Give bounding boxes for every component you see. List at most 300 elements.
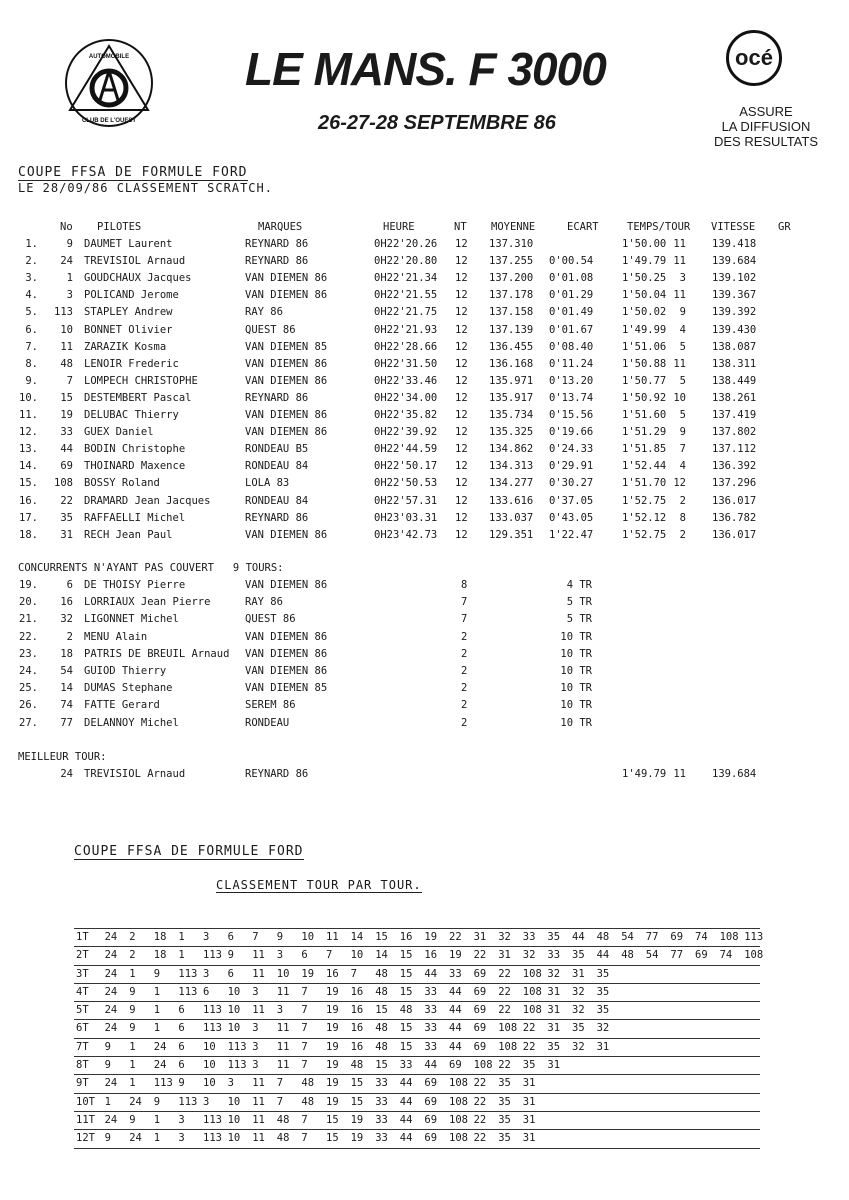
- row-laps-behind: 10 TR: [560, 682, 592, 695]
- lap-car-number: 69: [449, 1059, 462, 1072]
- lap-car-number: 32: [498, 931, 511, 943]
- row-best-lap-number: 3: [679, 272, 686, 285]
- row-best-lap-number: 5: [679, 340, 686, 353]
- lap-car-number: 44: [424, 1059, 438, 1072]
- lap-car-number: 10: [227, 1004, 241, 1017]
- lap-car-number: 48: [375, 1040, 388, 1053]
- lap-car-number: 35: [596, 967, 610, 980]
- lap-car-number: 11: [326, 931, 339, 943]
- lap-car-number: 6: [227, 931, 234, 943]
- row-car-number: 35: [60, 511, 73, 524]
- row-average: 134.277: [489, 477, 534, 490]
- lap-car-number: 22: [473, 1095, 487, 1108]
- row-car-number: 22: [60, 494, 73, 507]
- lap-car-number: 33: [424, 1022, 438, 1035]
- lap-car-number: 44: [399, 1077, 413, 1090]
- lap-car-number: 10: [301, 931, 315, 943]
- lap-car-number: 15: [399, 1022, 413, 1035]
- row-laps: 2: [461, 699, 468, 712]
- row-make: VAN DIEMEN 86: [245, 528, 328, 541]
- row-car-number: 32: [60, 613, 73, 626]
- row-time: 0H22'57.31: [374, 494, 438, 507]
- row-best-lap-number: 7: [679, 443, 686, 456]
- oce-line: LA DIFFUSION: [721, 119, 811, 134]
- lap-car-number: 19: [326, 1022, 339, 1035]
- row-gap: 0'15.56: [549, 409, 594, 421]
- row-gap: 1'22.47: [549, 528, 594, 541]
- row-gap: 0'13.20: [549, 374, 594, 387]
- lap-car-number: 35: [547, 931, 561, 943]
- row-time: 0H22'50.17: [374, 460, 438, 473]
- lap-number: 12T: [76, 1132, 95, 1145]
- lap-car-number: 6: [227, 967, 234, 980]
- best-lap-label: MEILLEUR TOUR:: [18, 751, 107, 763]
- row-driver: DAUMET Laurent: [84, 238, 173, 250]
- row-best-lap: 1'52.44: [622, 460, 667, 473]
- lap-car-number: 24: [104, 949, 118, 962]
- lap-car-number: 3: [276, 1004, 284, 1017]
- lap-car-number: 44: [424, 967, 438, 980]
- lap-car-number: 9: [129, 1022, 136, 1035]
- lap-car-number: 44: [449, 1040, 462, 1053]
- row-time: 0H22'31.50: [374, 357, 438, 370]
- row-average: 129.351: [489, 528, 534, 541]
- column-header: PILOTES: [97, 221, 142, 233]
- row-speed: 139.367: [712, 289, 757, 302]
- row-driver: TREVISIOL Arnaud: [84, 255, 186, 268]
- row-make: LOLA 83: [245, 477, 290, 490]
- row-position: 7.: [25, 340, 38, 353]
- row-laps: 12: [455, 374, 468, 387]
- lap-car-number: 35: [498, 1113, 511, 1126]
- lap-number: 6T: [76, 1022, 89, 1035]
- lap-car-number: 35: [547, 1040, 561, 1053]
- lap-car-number: 44: [399, 1113, 413, 1126]
- lap-car-number: 16: [424, 949, 438, 962]
- lap-car-number: 54: [645, 949, 659, 962]
- lap-car-number: 31: [547, 985, 561, 998]
- row-car-number: 15: [60, 391, 73, 404]
- lap-car-number: 10: [276, 967, 290, 980]
- lap-car-number: 33: [424, 1004, 438, 1017]
- lap-car-number: 33: [375, 1132, 388, 1145]
- lap-car-number: 3: [227, 1077, 234, 1090]
- lap-car-number: 24: [129, 1132, 142, 1145]
- row-driver: LORRIAUX Jean Pierre: [84, 596, 211, 609]
- row-driver: PATRIS DE BREUIL Arnaud: [84, 647, 230, 660]
- lap-car-number: 3: [178, 1132, 185, 1145]
- row-car-number: 6: [66, 579, 73, 591]
- lap-car-number: 6: [178, 1004, 185, 1017]
- row-average: 134.862: [489, 443, 534, 456]
- row-average: 135.917: [489, 391, 534, 404]
- lap-car-number: 9: [153, 1095, 161, 1108]
- row-driver: DE THOISY Pierre: [84, 579, 186, 591]
- lap-car-number: 69: [473, 1022, 487, 1035]
- row-laps: 12: [455, 528, 468, 541]
- lap-car-number: 48: [596, 931, 610, 943]
- row-laps: 12: [455, 357, 468, 370]
- lap-car-number: 24: [104, 1004, 118, 1017]
- row-average: 134.313: [489, 460, 534, 473]
- lap-car-number: 7: [301, 1040, 308, 1053]
- row-laps: 2: [461, 682, 468, 695]
- row-make: RAY 86: [245, 596, 283, 609]
- lap-car-number: 108: [449, 1077, 468, 1090]
- row-laps: 2: [461, 630, 468, 643]
- row-driver: DELANNOY Michel: [84, 716, 179, 729]
- row-time: 0H22'44.59: [374, 443, 438, 456]
- column-header: No: [60, 221, 73, 233]
- row-time: 0H22'33.46: [374, 374, 438, 387]
- lap-row: [74, 1112, 760, 1130]
- lap-car-number: 24: [104, 1113, 118, 1126]
- lap-car-number: 11: [252, 1004, 265, 1017]
- row-best-lap: 1'51.06: [622, 340, 667, 353]
- lap-car-number: 24: [129, 1095, 142, 1108]
- row-make: RONDEAU 84: [245, 494, 309, 507]
- lap-car-number: 9: [104, 1040, 111, 1053]
- lap-car-number: 15: [350, 1095, 364, 1108]
- row-speed: 138.449: [712, 374, 757, 387]
- event-dates: 26-27-28 SEPTEMBRE 86: [318, 112, 556, 134]
- row-best-lap-number: 2: [679, 528, 686, 541]
- lap-car-number: 48: [375, 985, 388, 998]
- lap-car-number: 33: [522, 931, 536, 943]
- lap-car-number: 32: [547, 967, 561, 980]
- lap-car-number: 22: [473, 1077, 487, 1090]
- lap-car-number: 77: [670, 949, 684, 962]
- row-position: 4.: [25, 289, 38, 302]
- lap-car-number: 7: [276, 1095, 284, 1108]
- row-driver: GUIOD Thierry: [84, 665, 167, 677]
- row-gap: 0'24.33: [549, 443, 594, 456]
- best-lap-time: 1'49.79: [622, 768, 667, 780]
- row-make: REYNARD 86: [245, 238, 309, 250]
- lap-car-number: 16: [350, 1004, 364, 1017]
- lap-car-number: 10: [203, 1077, 216, 1090]
- lap-car-number: 48: [399, 1004, 413, 1017]
- row-speed: 137.112: [712, 443, 757, 456]
- lap-car-number: 54: [621, 931, 634, 943]
- lap-car-number: 31: [547, 1004, 561, 1017]
- lap-car-number: 7: [301, 985, 308, 998]
- column-header: NT: [454, 221, 467, 233]
- lap-car-number: 2: [129, 949, 136, 962]
- lap-table: [74, 928, 764, 1149]
- row-position: 8.: [25, 357, 38, 370]
- row-time: 0H22'50.53: [374, 477, 438, 490]
- row-gap: 0'30.27: [549, 477, 594, 490]
- row-make: VAN DIEMEN 86: [245, 357, 328, 370]
- column-header: TEMPS/TOUR: [627, 221, 691, 233]
- lap-car-number: 19: [326, 1077, 339, 1090]
- row-average: 135.325: [489, 426, 534, 439]
- row-position: 18.: [19, 528, 38, 541]
- lap-car-number: 10: [203, 1040, 216, 1053]
- row-speed: 136.017: [712, 494, 757, 507]
- row-average: 137.139: [489, 323, 534, 336]
- lap-car-number: 44: [449, 985, 462, 998]
- row-best-lap: 1'51.85: [622, 443, 667, 456]
- lap-car-number: 7: [301, 1113, 308, 1126]
- row-car-number: 108: [54, 477, 73, 490]
- row-car-number: 19: [60, 409, 73, 421]
- lap-car-number: 19: [326, 1059, 339, 1072]
- lap-car-number: 35: [498, 1095, 511, 1108]
- row-make: VAN DIEMEN 86: [245, 630, 328, 643]
- row-position: 21.: [19, 613, 38, 626]
- lap-car-number: 10: [227, 1095, 241, 1108]
- lap-car-number: 35: [522, 1059, 536, 1072]
- row-laps-behind: 5 TR: [566, 596, 592, 609]
- row-gap: 0'01.08: [549, 272, 594, 285]
- lap-car-number: 15: [375, 931, 388, 943]
- row-laps: 12: [455, 272, 468, 285]
- lap-car-number: 113: [203, 1113, 222, 1126]
- lap-car-number: 16: [350, 1022, 364, 1035]
- svg-text:AUTOMOBILE: AUTOMOBILE: [88, 54, 130, 60]
- row-position: 20.: [19, 596, 38, 609]
- row-time: 0H22'34.00: [374, 391, 438, 404]
- lap-car-number: 3: [203, 1095, 210, 1108]
- row-make: SEREM 86: [245, 699, 296, 712]
- lap-car-number: 33: [399, 1059, 413, 1072]
- lap-car-number: 6: [178, 1059, 185, 1072]
- row-driver: DRAMARD Jean Jacques: [84, 494, 211, 507]
- lap-car-number: 113: [203, 1022, 222, 1035]
- lap-car-number: 108: [522, 1004, 542, 1017]
- lap-car-number: 3: [203, 967, 210, 980]
- row-gap: 0'13.74: [549, 391, 594, 404]
- row-laps-behind: 4 TR: [566, 579, 592, 591]
- row-position: 23.: [19, 647, 38, 660]
- row-driver: RAFFAELLI Michel: [84, 511, 186, 524]
- lap-car-number: 35: [572, 949, 585, 962]
- lap-car-number: 48: [301, 1077, 315, 1090]
- lap-car-number: 44: [449, 1022, 462, 1035]
- row-car-number: 10: [60, 323, 73, 336]
- lap-car-number: 9: [178, 1077, 185, 1090]
- row-best-lap-number: 4: [679, 323, 686, 336]
- lap-car-number: 48: [375, 967, 388, 980]
- row-car-number: 31: [60, 528, 73, 541]
- lap-car-number: 3: [252, 1040, 259, 1053]
- lap-car-number: 31: [498, 949, 511, 962]
- row-position: 3.: [25, 272, 38, 285]
- row-average: 136.168: [489, 357, 534, 370]
- row-car-number: 77: [60, 716, 73, 729]
- row-gap: 0'08.40: [549, 340, 594, 353]
- row-make: VAN DIEMEN 85: [245, 682, 328, 695]
- row-speed: 136.392: [712, 460, 757, 473]
- row-laps-behind: 10 TR: [560, 630, 592, 643]
- lap-car-number: 7: [301, 1004, 308, 1017]
- lap-car-number: 32: [596, 1022, 610, 1035]
- lap-car-number: 44: [399, 1095, 413, 1108]
- row-laps: 12: [455, 340, 468, 353]
- row-best-lap: 1'50.25: [622, 272, 667, 285]
- lap-car-number: 18: [153, 949, 167, 962]
- row-best-lap: 1'52.75: [622, 494, 667, 507]
- lap-car-number: 69: [670, 931, 684, 943]
- best-lap-speed: 139.684: [712, 768, 757, 780]
- row-position: 27.: [19, 716, 38, 729]
- page-title: LE MANS. F 3000: [245, 43, 606, 95]
- laps-title-text: COUPE FFSA DE FORMULE FORD: [74, 844, 304, 859]
- lap-number: 1T: [76, 931, 89, 943]
- lap-car-number: 10: [203, 1059, 216, 1072]
- lap-car-number: 19: [326, 1040, 339, 1053]
- row-car-number: 113: [54, 306, 73, 319]
- row-speed: 137.802: [712, 426, 757, 439]
- row-driver: RECH Jean Paul: [84, 528, 173, 541]
- lap-car-number: 9: [104, 1132, 111, 1145]
- row-laps: 12: [455, 409, 468, 421]
- row-car-number: 2: [66, 630, 73, 643]
- row-best-lap-number: 4: [679, 460, 686, 473]
- lap-car-number: 1: [153, 1004, 161, 1017]
- lap-car-number: 11: [252, 967, 265, 980]
- row-make: VAN DIEMEN 86: [245, 665, 328, 677]
- row-position: 17.: [19, 511, 38, 524]
- row-speed: 138.311: [712, 357, 757, 370]
- lap-car-number: 6: [178, 1040, 185, 1053]
- row-best-lap: 1'50.77: [622, 374, 667, 387]
- lap-car-number: 69: [424, 1113, 438, 1126]
- row-car-number: 7: [66, 374, 73, 387]
- row-laps: 12: [455, 306, 468, 319]
- lap-car-number: 7: [301, 1022, 308, 1035]
- column-header: VITESSE: [711, 221, 756, 233]
- lap-car-number: 31: [547, 1022, 561, 1035]
- lap-car-number: 15: [375, 1059, 388, 1072]
- lap-number: 5T: [76, 1004, 89, 1017]
- row-position: 1.: [25, 238, 38, 250]
- lap-car-number: 69: [424, 1077, 438, 1090]
- lap-car-number: 113: [153, 1077, 173, 1090]
- row-gap: 0'37.05: [549, 494, 594, 507]
- lap-car-number: 3: [276, 949, 284, 962]
- race-title-text: COUPE FFSA DE FORMULE FORD: [18, 165, 248, 180]
- row-best-lap: 1'50.00: [622, 238, 667, 250]
- row-driver: POLICAND Jerome: [84, 289, 179, 302]
- lap-car-number: 22: [473, 1113, 487, 1126]
- row-driver: GOUDCHAUX Jacques: [84, 272, 192, 285]
- row-driver: MENU Alain: [84, 630, 148, 643]
- lap-number: 7T: [76, 1040, 89, 1053]
- lap-car-number: 15: [326, 1132, 339, 1145]
- row-laps: 2: [461, 716, 468, 729]
- row-car-number: 74: [60, 699, 73, 712]
- row-position: 14.: [19, 460, 38, 473]
- row-car-number: 9: [66, 238, 73, 250]
- row-average: 137.178: [489, 289, 534, 302]
- lap-row: [74, 1039, 760, 1057]
- lap-car-number: 24: [153, 1040, 167, 1053]
- row-laps: 12: [455, 460, 468, 473]
- lap-car-number: 33: [375, 1095, 388, 1108]
- row-best-lap: 1'51.29: [622, 426, 667, 439]
- lap-car-number: 33: [375, 1077, 388, 1090]
- row-best-lap: 1'49.99: [622, 323, 667, 336]
- lap-car-number: 113: [203, 949, 222, 962]
- row-average: 137.310: [489, 238, 534, 250]
- row-time: 0H22'21.93: [374, 323, 438, 336]
- lap-car-number: 7: [276, 1077, 284, 1090]
- row-make: REYNARD 86: [245, 255, 309, 268]
- row-time: 0H22'21.55: [374, 289, 438, 302]
- row-make: VAN DIEMEN 86: [245, 289, 328, 302]
- laps-title: [74, 844, 304, 859]
- row-average: 137.255: [489, 255, 534, 268]
- row-laps: 12: [455, 477, 468, 490]
- lap-car-number: 108: [498, 1040, 518, 1053]
- lap-row: [74, 966, 760, 984]
- lap-car-number: 33: [424, 985, 438, 998]
- row-driver: LIGONNET Michel: [84, 613, 179, 626]
- row-laps-behind: 10 TR: [560, 716, 592, 729]
- row-time: 0H22'20.26: [374, 238, 438, 250]
- lap-car-number: 7: [326, 949, 333, 962]
- lap-car-number: 108: [522, 985, 542, 998]
- lap-car-number: 31: [522, 1095, 536, 1108]
- row-time: 0H22'39.92: [374, 426, 438, 439]
- lap-car-number: 1: [153, 985, 161, 998]
- lap-car-number: 11: [276, 1059, 290, 1072]
- lap-car-number: 113: [203, 1004, 222, 1017]
- row-driver: GUEX Daniel: [84, 426, 154, 439]
- lap-car-number: 31: [473, 931, 487, 943]
- laps-subtitle: [216, 878, 422, 892]
- lap-car-number: 44: [596, 949, 610, 962]
- row-time: 0H22'21.75: [374, 306, 438, 319]
- row-make: VAN DIEMEN 86: [245, 409, 328, 421]
- lap-car-number: 10: [350, 949, 364, 962]
- row-driver: LOMPECH CHRISTOPHE: [84, 374, 198, 387]
- row-laps-behind: 10 TR: [560, 665, 592, 677]
- lap-car-number: 48: [276, 1113, 290, 1126]
- row-position: 16.: [19, 494, 38, 507]
- row-best-lap: 1'52.75: [622, 528, 667, 541]
- row-speed: 137.296: [712, 477, 757, 490]
- lap-car-number: 3: [203, 931, 210, 943]
- lap-car-number: 22: [522, 1040, 536, 1053]
- row-make: RONDEAU: [245, 716, 290, 729]
- lap-car-number: 1: [153, 1113, 161, 1126]
- lap-car-number: 35: [596, 1004, 610, 1017]
- lap-car-number: 19: [326, 1095, 339, 1108]
- svg-text:CLUB DE L'OUEST: CLUB DE L'OUEST: [81, 118, 137, 124]
- row-laps: 12: [455, 443, 468, 456]
- lap-car-number: 24: [104, 967, 118, 980]
- row-position: 19.: [19, 579, 38, 591]
- column-header: MOYENNE: [491, 221, 536, 233]
- lap-car-number: 48: [375, 1022, 388, 1035]
- lap-car-number: 69: [695, 949, 708, 962]
- row-gap: 0'00.54: [549, 255, 594, 268]
- row-position: 25.: [19, 682, 38, 695]
- lap-car-number: 48: [276, 1132, 290, 1145]
- row-best-lap-number: 11: [673, 289, 686, 302]
- lap-car-number: 35: [596, 985, 610, 998]
- lap-row: [74, 928, 764, 947]
- row-car-number: 44: [60, 443, 73, 456]
- lap-car-number: 18: [153, 931, 167, 943]
- best-lap-number: 11: [673, 768, 686, 780]
- lap-car-number: 74: [695, 931, 708, 943]
- row-speed: 136.017: [712, 528, 757, 541]
